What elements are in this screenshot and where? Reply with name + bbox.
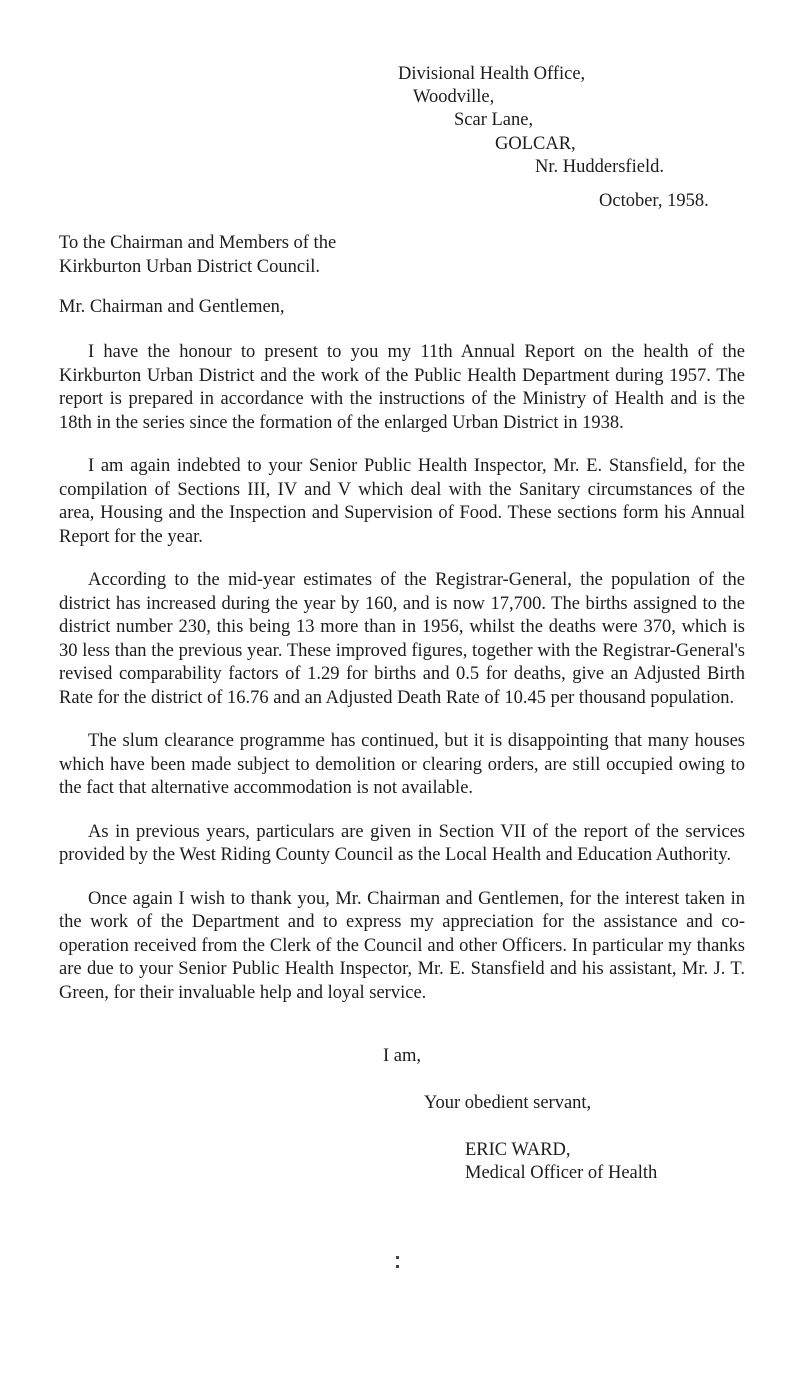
signatory-title: Medical Officer of Health (465, 1163, 658, 1183)
letter-date: October, 1958. (599, 191, 709, 211)
address-line-street: Scar Lane, (454, 110, 534, 130)
page-mark-icon (394, 1254, 402, 1270)
paragraph-county-services: As in previous years, particulars are given in Section VII of the report of the services provided by the West Riding County Council as the Local Health and Education Authority. (59, 821, 745, 865)
address-line-town: GOLCAR, (495, 134, 576, 154)
address-line-house: Woodville, (413, 87, 495, 107)
recipient-line-2: Kirkburton Urban District Council. (59, 256, 321, 277)
salutation: Mr. Chairman and Gentlemen, (59, 297, 285, 317)
closing-i-am: I am, (383, 1046, 422, 1066)
paragraph-inspector: I am again indebted to your Senior Public Health Inspector, Mr. E. Stansfield, for the compilation of Sections III, IV and V which deal with the Sanitary circumstances of the area, Housing and the Inspection and Supervision of Food. These sections form his Annual Report for the year. (59, 456, 745, 547)
closing-obedient-servant: Your obedient servant, (424, 1093, 592, 1113)
recipient-block (59, 232, 539, 279)
address-line-office: Divisional Health Office, (398, 64, 586, 84)
paragraph-slum-clearance: The slum clearance programme has continued, but it is disappointing that many houses which have been made subject to demolition or clearing orders, are still occupied owing to the fact that alternative accommodation is not available. (59, 731, 745, 798)
paragraph-annual-report: I have the honour to present to you my 11th Annual Report on the health of the Kirkburton Urban District and the work of the Public Health Department during 1957. The report is prepared in accordance with the instructions of the Ministry of Health and is the 18th in the series since the formation of the enlarged Urban District in 1938. (59, 342, 745, 433)
signatory-name: ERIC WARD, (465, 1140, 571, 1160)
letter-body (59, 341, 745, 1025)
address-line-region: Nr. Huddersfield. (535, 157, 664, 177)
paragraph-population: According to the mid-year estimates of the Registrar-General, the population of the district has increased during the year by 160, and is now 17,700. The births assigned to the district number 230, this being 13 more than in 1956, whilst the deaths were 370, which is 30 less than the previous year. These improved figures, together with the Registrar-General's revised comparability factors of 1.29 for births and 0.5 for deaths, give an Adjusted Birth Rate for the district of 16.76 and an Adjusted Death Rate of 10.45 per thousand population. (59, 570, 745, 708)
recipient-line-1: To the Chairman and Members of the (59, 233, 337, 253)
paragraph-thanks: Once again I wish to thank you, Mr. Chairman and Gentlemen, for the interest taken in the work of the Department and to express my appreciation for the assistance and co-operation received from the Clerk of the Council and other Officers. In particular my thanks are due to your Senior Public Health Inspector, Mr. E. Stansfield and his assistant, Mr. J. T. Green, for their invaluable help and loyal service. (59, 888, 745, 1003)
